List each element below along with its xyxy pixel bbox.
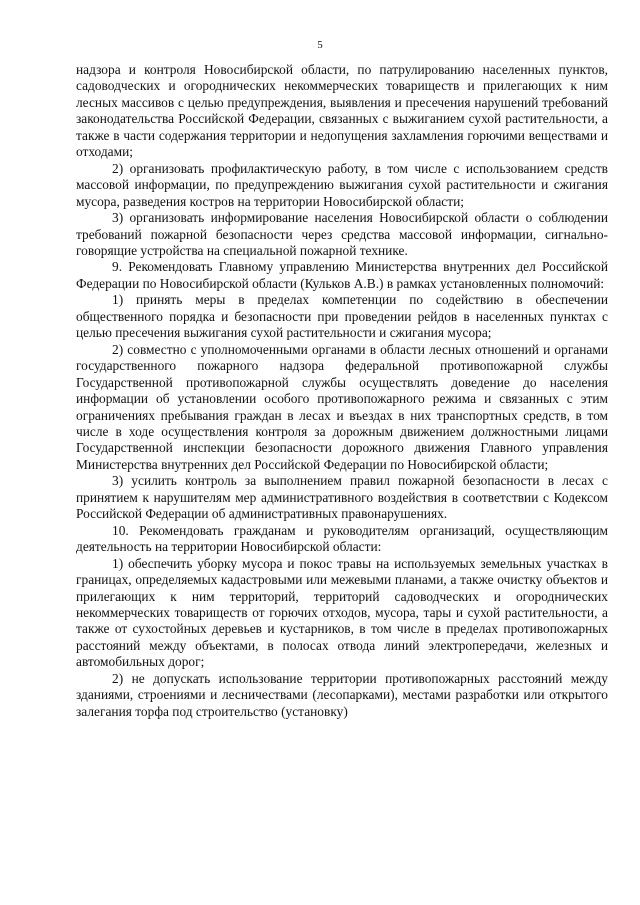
paragraph-10: 10. Рекомендовать гражданам и руководителям организаций, осуществляющим деятельность на территории Новосибирской области: xyxy=(76,522,608,555)
paragraph-10-2: 2) не допускать использование территории противопожарных расстояний между зданиями, строениями и лесничествами (лесопарками), местами разработки или открытого залегания торфа под строительство (установку) xyxy=(76,670,608,719)
paragraph-10-1: 1) обеспечить уборку мусора и покос травы на используемых земельных участках в границах, определяемых кадастровыми или межевыми планами, а также очистку объектов и прилегающих к ним территорий, территорий садоводческих и огороднических некоммерческих товариществ от горючих отходов, мусора, тары и сухой растительности, а также от сухостойных деревьев и кустарников, в том числе в пределах противопожарных расстояний между объектами, в полосах отвода линий электропередачи, железных и автомобильных дорог; xyxy=(76,555,608,670)
paragraph-9-3: 3) усилить контроль за выполнением правил пожарной безопасности в лесах с принятием к нарушителям мер административного воздействия в соответствии с Кодексом Российской Федерации об административных правонарушениях. xyxy=(76,473,608,522)
document-body xyxy=(76,62,608,720)
page-number: 5 xyxy=(317,39,323,51)
paragraph-9-2: 2) совместно с уполномоченными органами в области лесных отношений и органами государственного пожарного надзора федеральной противопожарной службы Государственной противопожарной службы осуществлять доведение до населения информации об установлении особого противопожарного режима и связанных с этим ограничениях пребывания граждан в лесах и въездах в них транспортных средств, в том числе в ходе осуществления контроля за дорожным движением должностными лицами Государственной инспекции безопасности дорожного движения Главного управления Министерства внутренних дел Российской Федерации по Новосибирской области; xyxy=(76,341,608,472)
paragraph-continuation: надзора и контроля Новосибирской области, по патрулированию населенных пунктов, садоводческих и огороднических некоммерческих товариществ и прилегающих к ним лесных массивов с целью предупреждения, выявления и пресечения нарушений требований законодательства Российской Федерации, связанных с выжиганием сухой растительности, а также в части содержания территории и недопущения захламления горючими веществами и отходами; xyxy=(76,62,608,160)
paragraph-9: 9. Рекомендовать Главному управлению Министерства внутренних дел Российской Федерации по Новосибирской области (Кульков А.В.) в рамках установленных полномочий: xyxy=(76,259,608,291)
paragraph-9-1: 1) принять меры в пределах компетенции по содействию в обеспечении общественного порядка и безопасности при проведении рейдов в населенных пунктах с целью пресечения выжигания сухой растительности и сжигания мусора; xyxy=(76,292,608,341)
paragraph-8-2: 2) организовать профилактическую работу, в том числе с использованием средств массовой информации, по предупреждению выжигания сухой растительности и сжигания мусора, разведения костров на территории Новосибирской области; xyxy=(76,160,608,209)
paragraph-8-3: 3) организовать информирование населения Новосибирской области о соблюдении требований пожарной безопасности через средства массовой информации, сигнально-говорящие устройства на специальной пожарной технике. xyxy=(76,210,608,258)
